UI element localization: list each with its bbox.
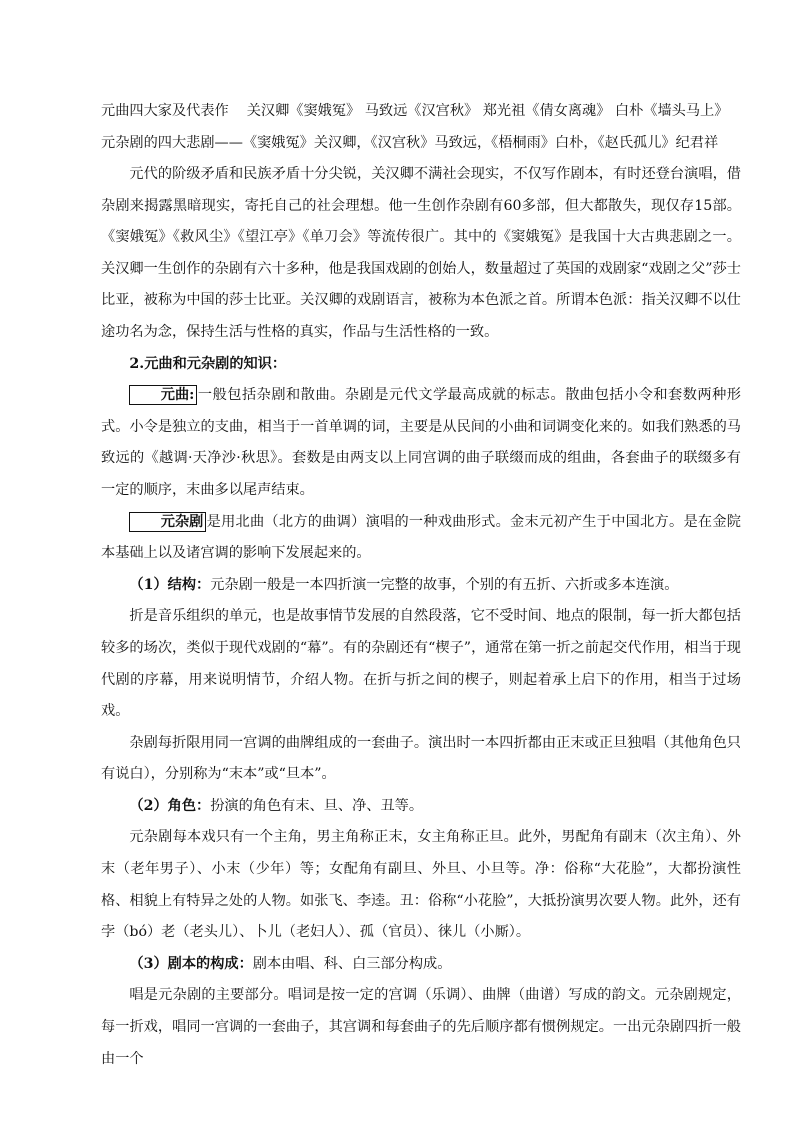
structure-text: 元杂剧一般是一本四折演一完整的故事，个别的有五折、六折或多本连演。 (210, 576, 679, 593)
script-label: （3）剧本的构成： (129, 955, 253, 972)
paragraph-quzi: 杂剧每折限用同一宫调的曲牌组成的一套曲子。演出时一本四折都由正末或正旦独唱（其他角色只有说白），分别称为“末本”或“旦本”。 (101, 734, 741, 783)
paragraph-yuanzaju (101, 507, 741, 570)
paragraph-singing: 唱是元杂剧的主要部分。唱词是按一定的宫调（乐调）、曲牌（曲谱）写成的韵文。元杂剧规定，每一折戏，唱同一宫调的一套曲子，其宫调和每套曲子的先后顺序都有惯例规定。一出元杂剧四折一般由一个 (101, 987, 741, 1067)
representative-label: 元曲四大家及代表作 (101, 103, 229, 119)
representative-works-line (101, 96, 741, 128)
paragraph-roles: 元杂剧每本戏只有一个主角，男主角称正末，女主角称正旦。此外，男配角有副末（次主角）、外末（老年男子）、小末（少年）等；女配角有副旦、外旦、小旦等。净：俗称“大花脸”，大都扮演性格、相貌上有特异之处的人物。如张飞、李逵。丑：俗称“小花脸”，大抵扮演男次要人物。此外，还有孛（bó）老（老头儿）、卜儿（老妇人）、孤（官员）、徕儿（小厮）。 (101, 829, 741, 941)
representative-works: 关汉卿《窦娥冤》 马致远《汉宫秋》 郑光祖《倩女离魂》 白朴《墙头马上》 (246, 103, 729, 119)
four-tragedies-line: 元杂剧的四大悲剧——《窦娥冤》关汉卿，《汉宫秋》马致远，《梧桐雨》白朴，《赵氏孤儿》纪君祥 (101, 134, 719, 151)
paragraph-zhe: 折是音乐组织的单元，也是故事情节发展的自然段落，它不受时间、地点的限制，每一折大都包括较多的场次，类似于现代戏剧的“幕”。有的杂剧还有“楔子”，通常在第一折之前起交代作用，相当于现代剧的序幕，用来说明情节，介绍人物。在折与折之间的楔子，则起着承上启下的作用，相当于过场戏。 (101, 608, 741, 720)
paragraph-roles-intro (101, 791, 741, 823)
paragraph-yuanqu (101, 380, 741, 506)
document-body (101, 96, 741, 1075)
structure-label: （1）结构： (129, 576, 211, 593)
term-yuanzaju: 元杂剧 (129, 512, 206, 532)
paragraph-guan-hanqing: 元代的阶级矛盾和民族矛盾十分尖锐，关汉卿不满社会现实，不仅写作剧本，有时还登台演唱，借杂剧来揭露黑暗现实，寄托自己的社会理想。他一生创作杂剧有60多部，但大都散失，现仅存15部。《窦娥冤》《救风尘》《望江亭》《单刀会》等流传很广。其中的《窦娥冤》是我国十大古典悲剧之一。关汉卿一生创作的杂剧有六十多种，他是我国戏剧的创始人，数量超过了英国的戏剧家“戏剧之父”莎士比亚，被称为中国的莎士比亚。关汉卿的戏剧语言，被称为本色派之首。所谓本色派：指关汉卿不以仕途功名为念，保持生活与性格的真实，作品与生活性格的一致。 (101, 166, 741, 340)
yuanzaju-text: 是用北曲（北方的曲调）演唱的一种戏曲形式。金末元初产生于中国北方。是在金院本基础上以及诸宫调的影响下发展起来的。 (101, 513, 741, 562)
term-yuanqu: 元曲: (129, 385, 197, 405)
roles-label: （2）角色： (129, 797, 211, 814)
section-heading: 2.元曲和元杂剧的知识： (129, 355, 287, 372)
yuanqu-text: 一般包括杂剧和散曲。杂剧是元代文学最高成就的标志。散曲包括小令和套数两种形式。小令是独立的支曲，相当于一首单调的词，主要是从民间的小曲和词调变化来的。如我们熟悉的马致远的《越调·天净沙·秋思》。套数是由两支以上同宫调的曲子联缀而成的组曲，各套曲子的联缀多有一定的顺序，末曲多以尾声结束。 (101, 387, 741, 498)
roles-text: 扮演的角色有末、旦、净、丑等。 (210, 797, 424, 814)
paragraph-structure (101, 570, 741, 602)
script-text: 剧本由唱、科、白三部分构成。 (252, 955, 452, 972)
paragraph-script-intro (101, 949, 741, 981)
